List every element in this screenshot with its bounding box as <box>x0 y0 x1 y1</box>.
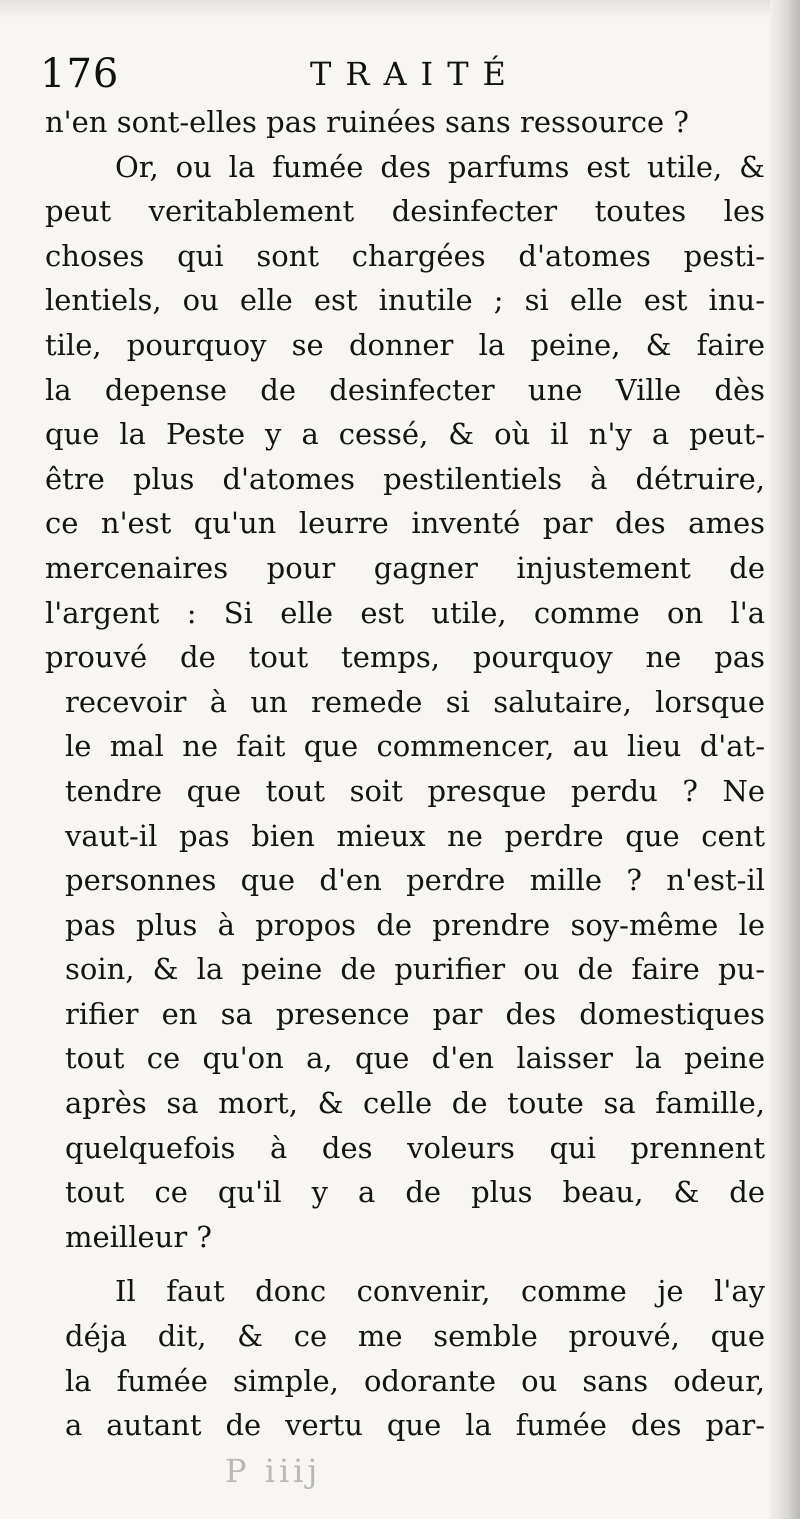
text-line: tile, pourquoy se donner la peine, & faire <box>45 327 765 362</box>
text-line: vaut-il pas bien mieux ne perdre que cent <box>65 818 765 853</box>
text-line: après sa mort, & celle de toute sa famille, <box>65 1086 765 1121</box>
body-text <box>45 100 765 1448</box>
text-line: tendre que tout soit presque perdu ? Ne <box>65 773 765 808</box>
text-line: l'argent : Si elle est utile, comme on l'a <box>45 595 765 630</box>
text-line: meilleur ? <box>65 1219 212 1254</box>
text-line: tout ce qu'il y a de plus beau, & de <box>65 1175 765 1210</box>
text-line: la depense de desinfecter une Ville dès <box>45 372 765 407</box>
text-line: pas plus à propos de prendre soy-même le <box>65 907 765 942</box>
page-gutter-shadow <box>770 0 800 1519</box>
text-line: quelquefois à des voleurs qui prennent <box>65 1130 765 1165</box>
text-line: choses qui sont chargées d'atomes pesti- <box>45 238 765 273</box>
signature-mark: P iiij <box>225 1452 322 1490</box>
text-line: Or, ou la fumée des parfums est utile, & <box>115 149 765 184</box>
paragraph-gap <box>45 1259 765 1269</box>
text-line: Il faut donc convenir, comme je l'ay <box>115 1274 765 1309</box>
text-line: que la Peste y a cessé, & où il n'y a peut- <box>45 417 765 452</box>
text-line: la fumée simple, odorante ou sans odeur, <box>65 1363 765 1398</box>
text-line: mercenaires pour gagner injustement de <box>45 550 765 585</box>
text-line: tout ce qu'on a, que d'en laisser la peine <box>65 1041 765 1076</box>
text-line: le mal ne fait que commencer, au lieu d'at- <box>65 729 765 764</box>
text-line: prouvé de tout temps, pourquoy ne pas <box>45 640 765 675</box>
page-number: 176 <box>40 51 120 97</box>
running-head: TRAITÉ <box>310 55 520 93</box>
text-line: rifier en sa presence par des domestiques <box>65 996 765 1031</box>
text-line: déja dit, & ce me semble prouvé, que <box>65 1319 765 1354</box>
page-header <box>40 44 740 104</box>
page-top-shadow <box>0 0 800 18</box>
text-line: personnes que d'en perdre mille ? n'est-il <box>65 863 765 898</box>
text-line: peut veritablement desinfecter toutes les <box>45 194 765 229</box>
text-line: ce n'est qu'un leurre inventé par des ames <box>45 506 765 541</box>
text-line: recevoir à un remede si salutaire, lorsque <box>65 684 765 719</box>
text-line: soin, & la peine de purifier ou de faire pu- <box>65 952 765 987</box>
text-line: lentiels, ou elle est inutile ; si elle est inu- <box>45 283 765 318</box>
text-line: être plus d'atomes pestilentiels à détruire, <box>45 461 765 496</box>
text-line: n'en sont-elles pas ruinées sans ressource ? <box>45 105 689 139</box>
text-line: a autant de vertu que la fumée des par- <box>65 1408 765 1443</box>
